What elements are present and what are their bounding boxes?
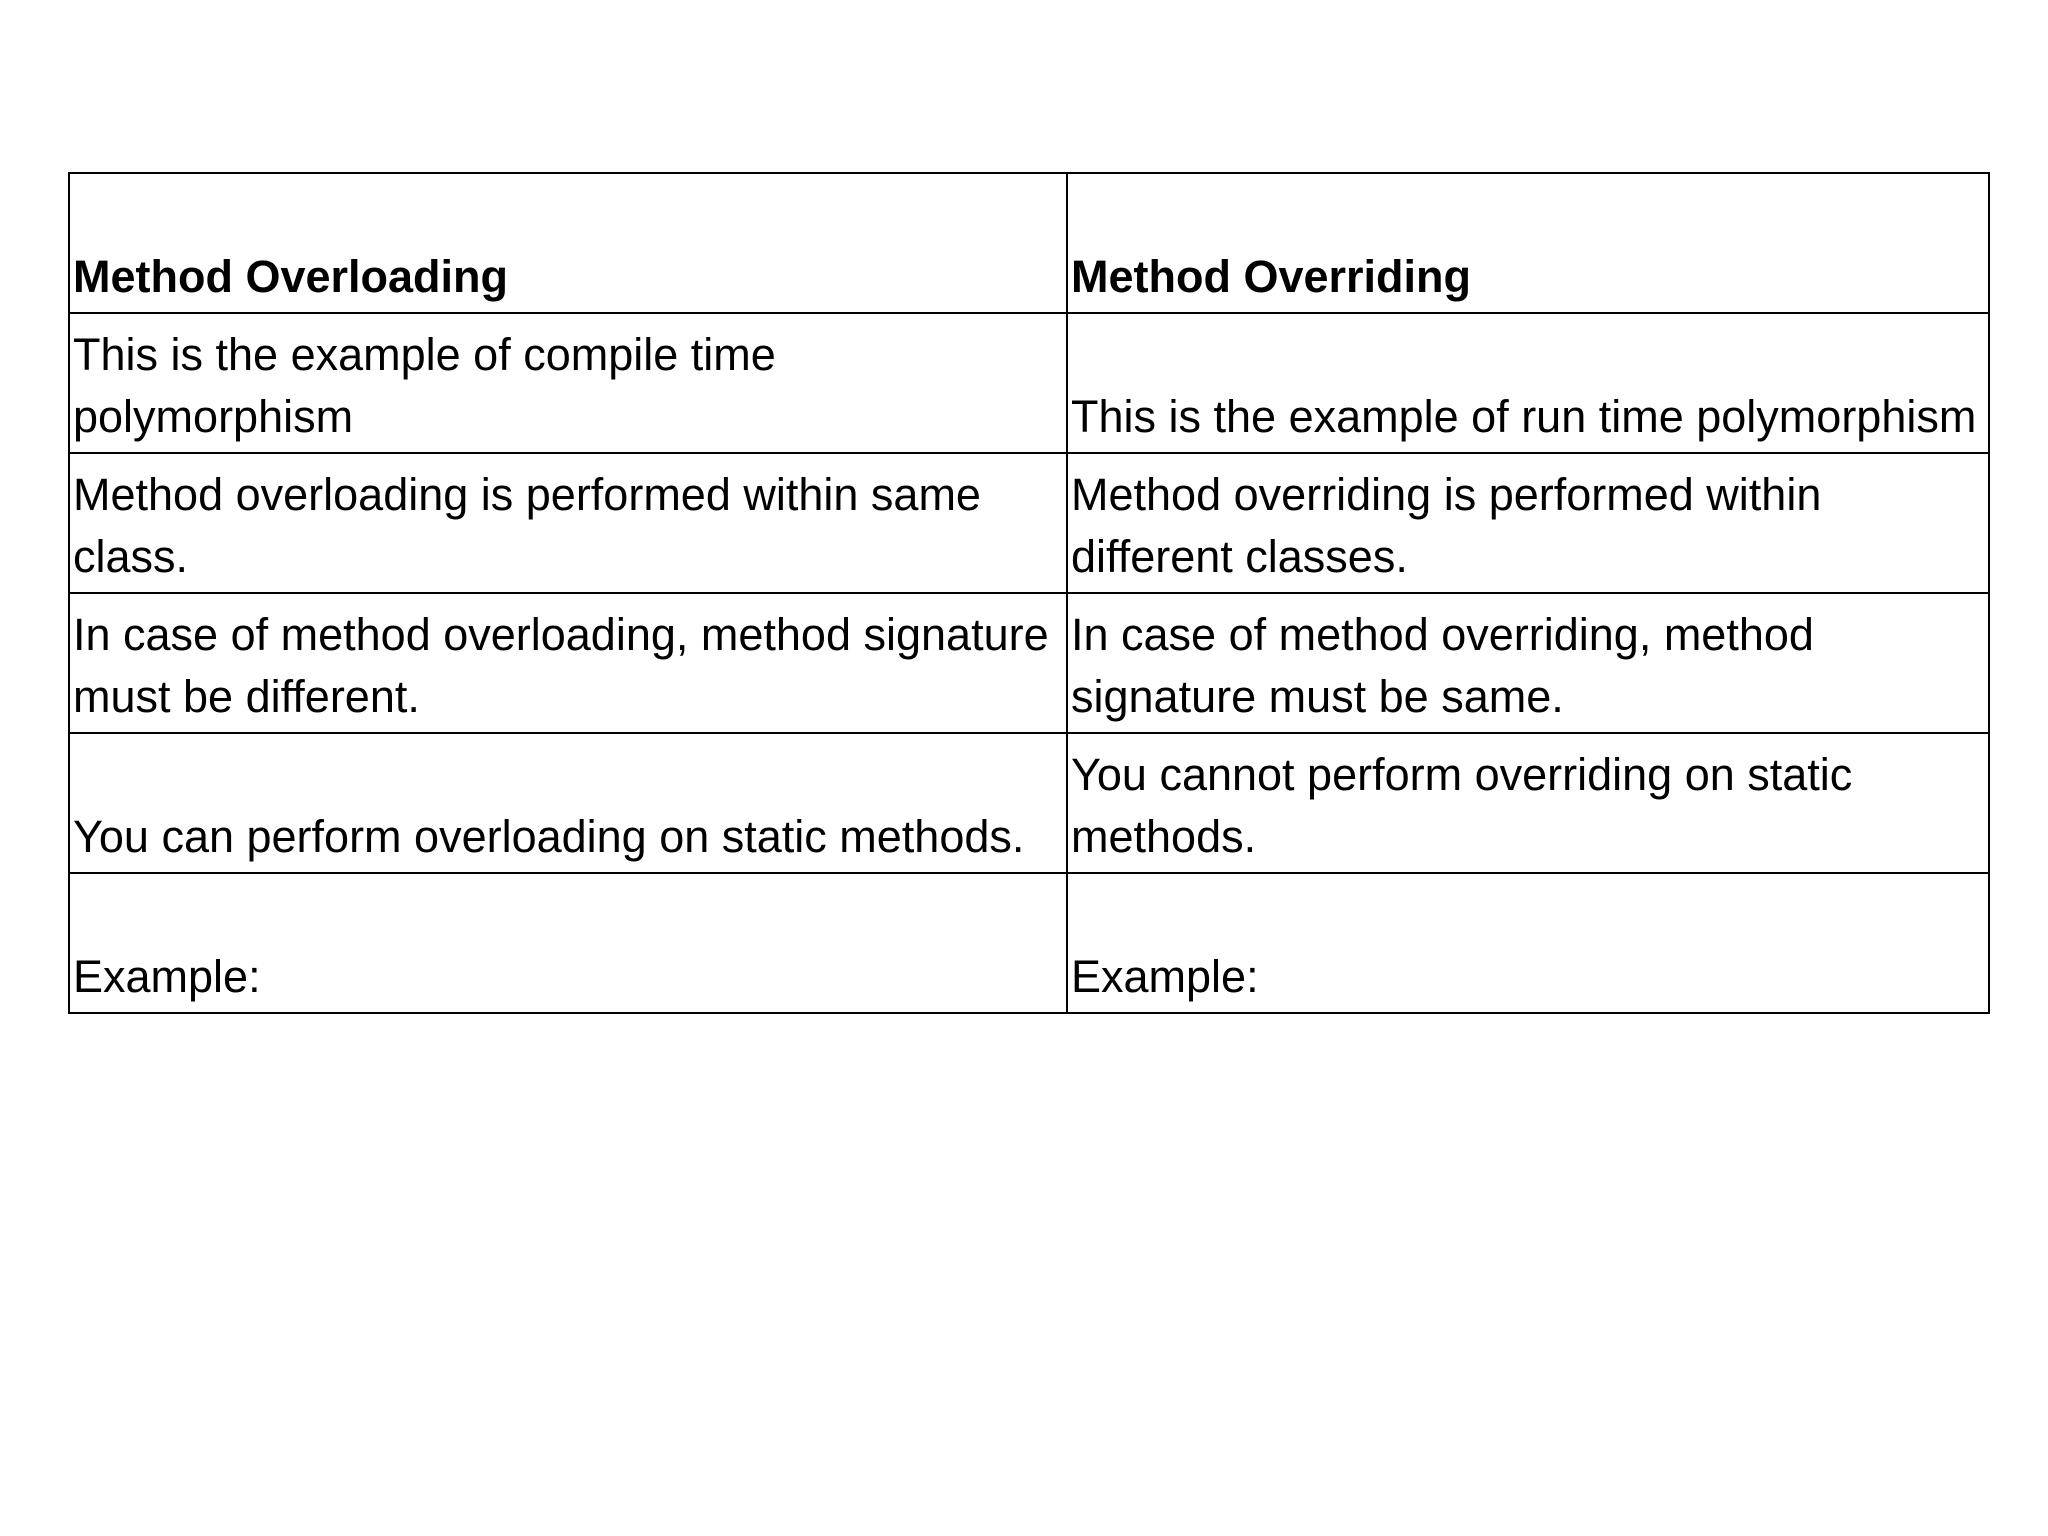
table-row (69, 593, 1989, 733)
table-row (69, 453, 1989, 593)
table-cell: You can perform overloading on static methods. (69, 733, 1067, 873)
header-cell-overriding: Method Overriding (1067, 173, 1989, 313)
table-cell: In case of method overloading, method signature must be different. (69, 593, 1067, 733)
table-cell: Method overriding is performed within different classes. (1067, 453, 1989, 593)
table-cell: Example: (1067, 873, 1989, 1013)
table-cell: Method overloading is performed within same class. (69, 453, 1067, 593)
table-row (69, 733, 1989, 873)
table-header-row (69, 173, 1989, 313)
table-row (69, 313, 1989, 453)
table-cell: This is the example of run time polymorphism (1067, 313, 1989, 453)
table-cell: In case of method overriding, method signature must be same. (1067, 593, 1989, 733)
table-cell: You cannot perform overriding on static methods. (1067, 733, 1989, 873)
table-cell: This is the example of compile time polymorphism (69, 313, 1067, 453)
table-cell: Example: (69, 873, 1067, 1013)
comparison-table (68, 172, 1990, 1014)
table-row (69, 873, 1989, 1013)
header-cell-overloading: Method Overloading (69, 173, 1067, 313)
